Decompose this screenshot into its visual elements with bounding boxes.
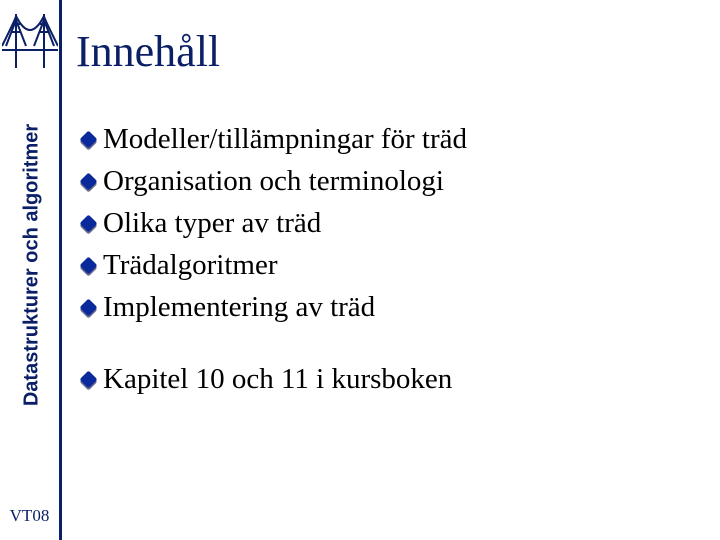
- bullet-icon: [79, 298, 97, 316]
- bullet-icon: [79, 130, 97, 148]
- list-item-text: Implementering av träd: [103, 291, 376, 323]
- list-item-text: Trädalgoritmer: [103, 249, 278, 281]
- bullet-list: [80, 118, 467, 400]
- list-item-text: Modeller/tillämpningar för träd: [103, 123, 468, 155]
- list-item: [80, 358, 467, 400]
- vertical-course-title: Datastrukturer och algoritmer: [20, 123, 43, 407]
- list-item: [80, 118, 467, 160]
- list-item-text: Olika typer av träd: [103, 207, 322, 239]
- bullet-icon: [79, 214, 97, 232]
- list-item: [80, 202, 467, 244]
- bullet-icon: [79, 370, 97, 388]
- list-item: [80, 286, 467, 328]
- sidebar: [0, 0, 62, 540]
- list-item-text: Kapitel 10 och 11 i kursboken: [103, 363, 453, 395]
- list-item: [80, 160, 467, 202]
- list-item: [80, 244, 467, 286]
- bullet-icon: [79, 256, 97, 274]
- bridge-logo-icon: [2, 10, 58, 72]
- slide-title: Innehåll: [76, 27, 221, 76]
- list-item-text: Organisation och terminologi: [103, 165, 444, 197]
- term-label: VT08: [9, 506, 50, 525]
- bullet-icon: [79, 172, 97, 190]
